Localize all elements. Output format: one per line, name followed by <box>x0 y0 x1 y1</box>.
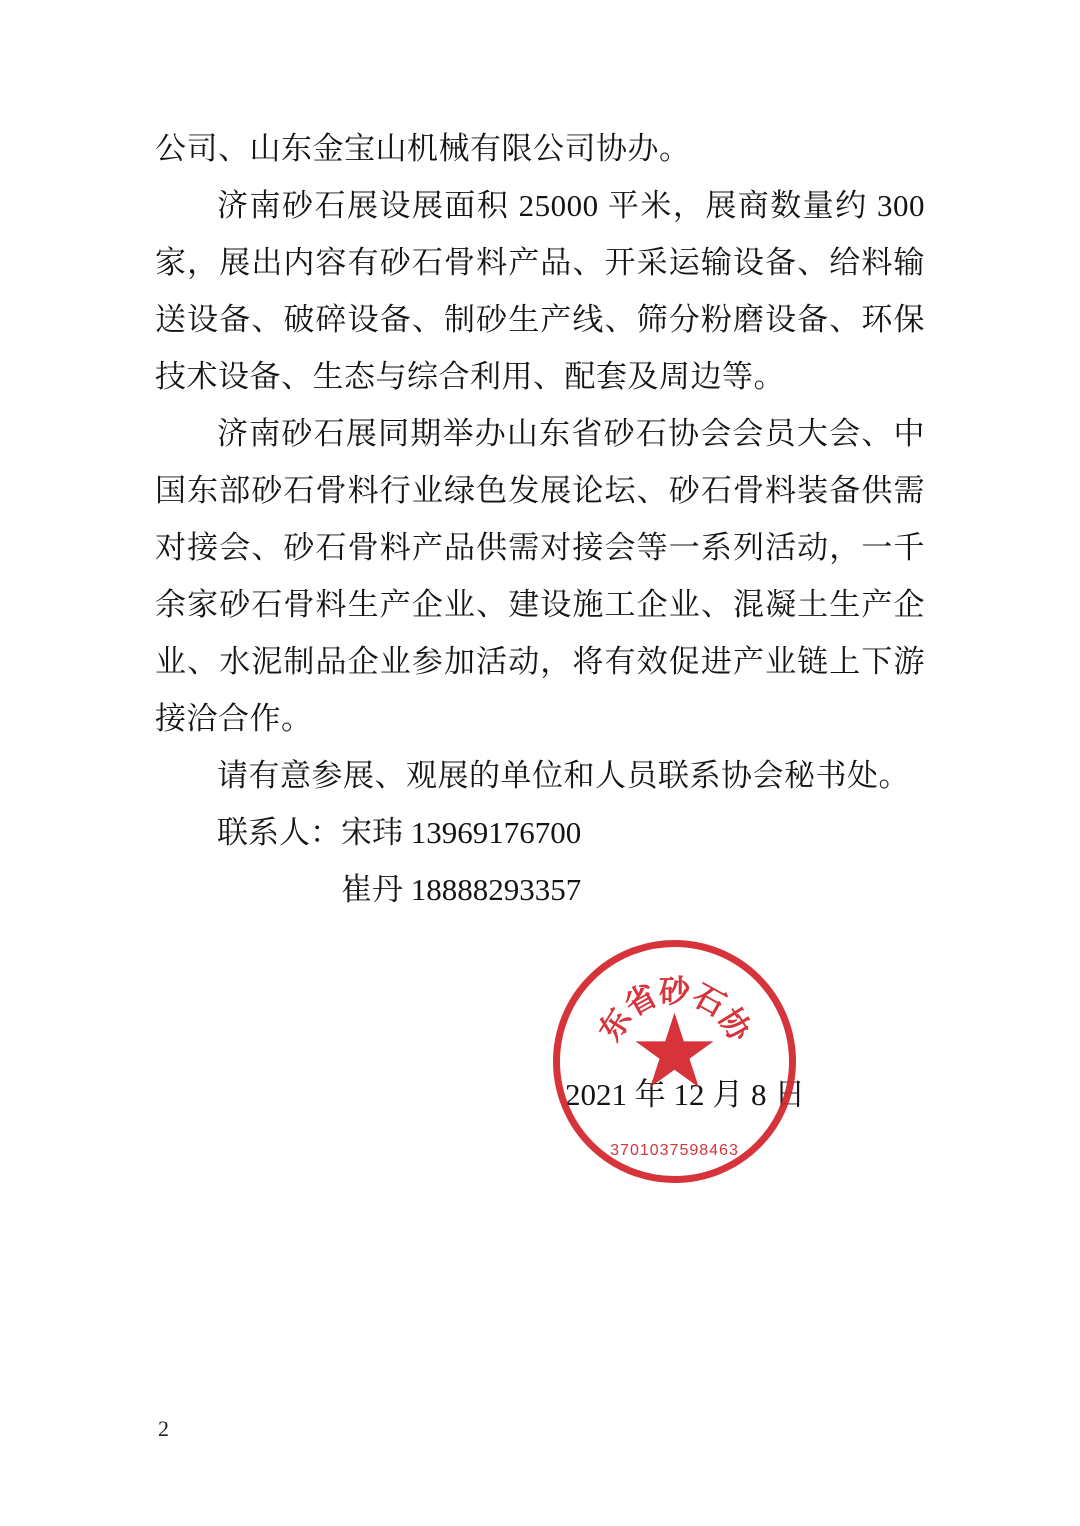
paragraph-continuation: 公司、山东金宝山机械有限公司协办。 <box>155 131 691 166</box>
contact-line-song: 联系人：宋玮 13969176700 <box>217 815 582 850</box>
seal-char-3: 石 <box>686 977 731 1023</box>
paragraph-concurrent-events: 济南砂石展同期举办山东省砂石协会会员大会、中国东部砂石骨料行业绿色发展论坛、砂石骨料装备供需对接会、砂石骨料产品供需对接会等一系列活动，一千余家砂石骨料生产企业、建设施工企业、混凝土生产企业、水泥制品企业参加活动，将有效促进产业链上下游接洽合作。 <box>155 416 925 736</box>
seal-char-4: 协 <box>711 1001 758 1047</box>
five-point-star-icon: ★ <box>632 1007 717 1101</box>
paragraph-exhibition-scale: 济南砂石展设展面积 25000 平米，展商数量约 300 家，展出内容有砂石骨料产品、开采运输设备、给料输送设备、破碎设备、制砂生产线、筛分粉磨设备、环保技术设备、生态与综合利用、配套及周边等。 <box>155 188 925 394</box>
document-body <box>155 120 925 918</box>
signature-block <box>155 955 925 1215</box>
paragraph-invitation: 请有意参展、观展的单位和人员联系协会秘书处。 <box>217 758 910 793</box>
seal-char-0: 东 <box>591 1001 638 1047</box>
official-seal <box>553 940 796 1183</box>
contact-line-cui: 崔丹 18888293357 <box>341 872 582 907</box>
seal-char-1: 省 <box>618 977 663 1023</box>
page-number: 2 <box>158 1416 169 1441</box>
seal-code: 3701037598463 <box>610 1142 739 1159</box>
seal-char-2: 砂 <box>659 973 690 1009</box>
document-date: 2021 年 12 月 8 日 <box>565 1077 806 1112</box>
